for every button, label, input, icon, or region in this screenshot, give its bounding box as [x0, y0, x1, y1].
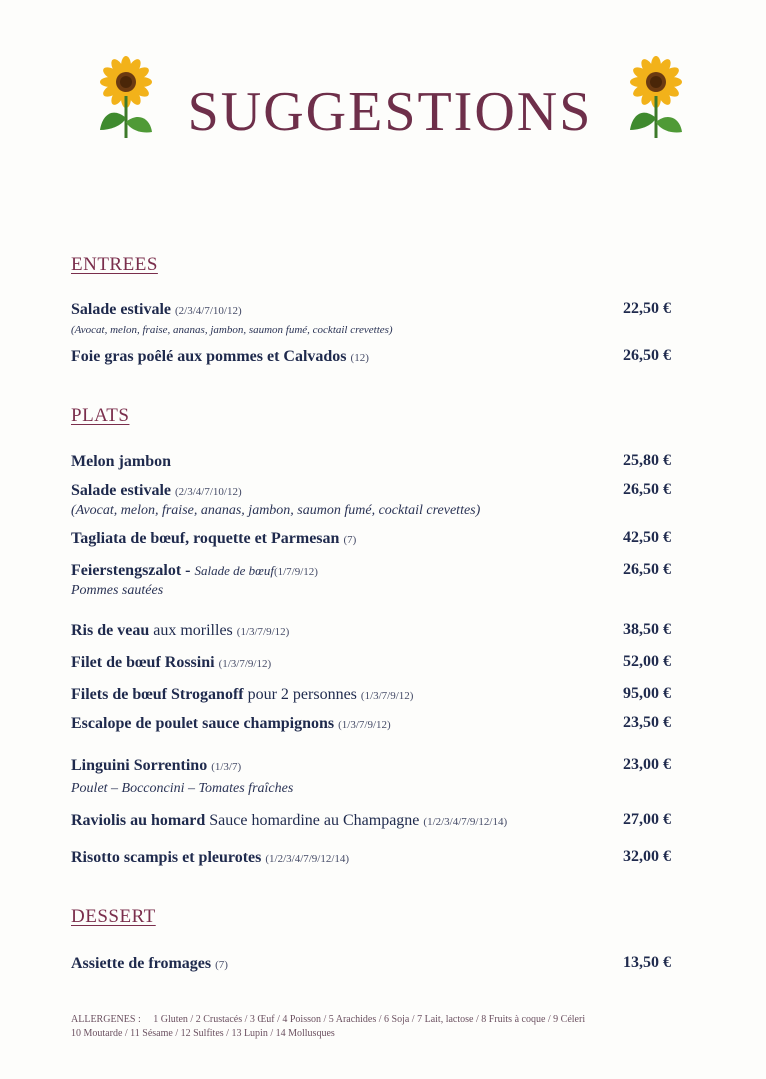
item-allergens: (1/3/7) [211, 761, 242, 773]
item-allergens: (1/7/9/12) [273, 566, 318, 578]
item-price: 27,00 € [623, 811, 671, 828]
section-title-dessert: DESSERT [71, 906, 156, 927]
item-allergens: (1/3/7/9/12) [236, 626, 290, 638]
item-name: Tagliata de bœuf, roquette et Parmesan [71, 530, 340, 547]
sunflower-icon [98, 56, 154, 140]
item-description: Poulet – Bocconcini – Tomates fraîches [71, 781, 294, 796]
item-description: (Avocat, melon, fraise, ananas, jambon, saumon fumé, cocktail crevettes) [71, 324, 393, 336]
item-price: 22,50 € [623, 300, 671, 317]
menu-item [71, 347, 671, 368]
item-allergens: (7) [343, 534, 357, 546]
item-name: Assiette de fromages [71, 955, 212, 972]
item-allergens: (7) [215, 959, 228, 971]
page-title: SUGGESTIONS [187, 81, 593, 143]
item-price: 52,00 € [623, 653, 671, 670]
menu-item [71, 954, 671, 975]
item-name: Salade estivale [71, 301, 171, 318]
menu-item [71, 714, 671, 735]
item-name: Feierstengszalot - [71, 562, 191, 579]
item-allergens: (2/3/4/7/10/12) [175, 305, 242, 317]
item-allergens: (1/3/7/9/12) [338, 719, 391, 731]
menu-item [71, 848, 671, 869]
menu-item [71, 452, 671, 472]
menu-item [71, 653, 671, 674]
item-extra: pour 2 personnes [247, 686, 357, 703]
menu-item [71, 621, 671, 642]
item-price: 25,80 € [623, 452, 671, 469]
item-name: Foie gras poêlé aux pommes et Calvados [71, 348, 347, 365]
item-extra: Sauce homardine au Champagne [209, 812, 420, 829]
item-description: (Avocat, melon, fraise, ananas, jambon, saumon fumé, cocktail crevettes) [71, 503, 481, 518]
item-price: 26,50 € [623, 347, 671, 364]
menu-item [71, 481, 671, 520]
item-name: Filet de bœuf Rossini [71, 654, 215, 671]
sunflower-icon [628, 56, 684, 140]
item-extra: Salade de bœuf [194, 563, 274, 578]
item-name: Risotto scampis et pleurotes [71, 849, 262, 866]
item-price: 32,00 € [623, 848, 671, 865]
section-title-plats: PLATS [71, 405, 130, 426]
item-price: 23,50 € [623, 714, 671, 731]
item-name: Raviolis au homard [71, 812, 206, 829]
allergen-legend-line: ALLERGENES : 1 Gluten / 2 Crustacés / 3 Œuf / 4 Poisson / 5 Arachides / 6 Soja / 7 Lait, lactose / 8 Fruits à coque / 9 Céleri [71, 1014, 586, 1025]
item-name: Filets de bœuf Stroganoff [71, 686, 244, 703]
item-name: Ris de veau [71, 622, 150, 639]
item-price: 42,50 € [623, 529, 671, 546]
item-price: 26,50 € [623, 481, 671, 498]
item-price: 13,50 € [623, 954, 671, 971]
item-price: 26,50 € [623, 561, 671, 578]
item-price: 38,50 € [623, 621, 671, 638]
item-name: Salade estivale [71, 482, 171, 499]
item-price: 23,00 € [623, 756, 671, 773]
item-extra: aux morilles [153, 622, 233, 639]
item-allergens: (1/2/3/4/7/9/12/14) [423, 816, 508, 828]
item-allergens: (12) [350, 352, 369, 364]
item-allergens: (1/3/7/9/12) [218, 658, 272, 670]
menu-item [71, 811, 671, 832]
menu-header [0, 56, 766, 146]
item-allergens: (2/3/4/7/10/12) [175, 486, 242, 498]
item-name: Linguini Sorrentino [71, 757, 208, 774]
item-allergens: (1/3/7/9/12) [360, 690, 414, 702]
item-description: Pommes sautées [71, 583, 164, 598]
menu-item [71, 756, 671, 798]
item-price: 95,00 € [623, 685, 671, 702]
menu-item [71, 561, 671, 600]
allergen-legend-line: 10 Moutarde / 11 Sésame / 12 Sulfites / 13 Lupin / 14 Mollusques [71, 1028, 335, 1039]
item-allergens: (1/2/3/4/7/9/12/14) [265, 853, 350, 865]
menu-item [71, 529, 671, 550]
allergen-legend [71, 1013, 681, 1041]
section-title-entrees: ENTREES [71, 254, 158, 275]
item-name: Melon jambon [71, 453, 171, 470]
menu-item [71, 685, 671, 706]
item-name: Escalope de poulet sauce champignons [71, 715, 335, 732]
menu-item [71, 300, 671, 339]
